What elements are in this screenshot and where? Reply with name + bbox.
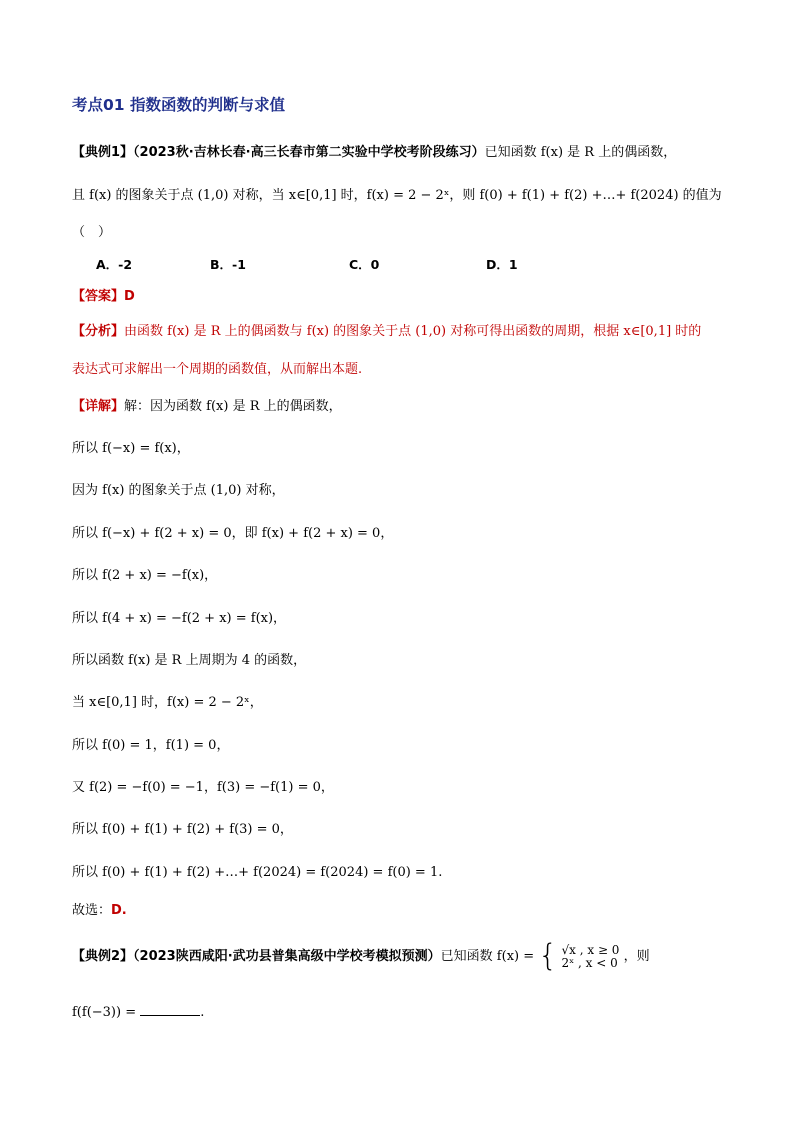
step-4: 所以 f(2 + x) = −f(x)， bbox=[72, 568, 218, 583]
option-d: D．1 bbox=[486, 257, 518, 272]
example2-line1 bbox=[72, 940, 650, 974]
option-a: A．-2 bbox=[96, 257, 133, 272]
analysis-line1 bbox=[72, 323, 701, 341]
example1-question-part2: 且 f(x) 的图象关于点 (1,0) 对称，当 x∈[0,1] 时，f(x) = 2 − 2ˣ，则 f(0) + f(1) + f(2) +…+ f(2024) 的值为 bbox=[72, 188, 722, 203]
example2-tag: 【典例2】 bbox=[72, 949, 134, 964]
example2-question-lead: 已知函数 f(x) = bbox=[440, 949, 535, 964]
example1-line1 bbox=[72, 144, 676, 162]
step-11: 所以 f(0) + f(1) + f(2) +…+ f(2024) = f(2024) = f(0) = 1. bbox=[72, 865, 443, 880]
piecewise-case2: 2ˣ , x < 0 bbox=[561, 955, 618, 970]
step-6: 所以函数 f(x) 是 R 上周期为 4 的函数， bbox=[72, 653, 307, 668]
example1-question-part1: 已知函数 f(x) 是 R 上的偶函数， bbox=[484, 145, 677, 160]
conclusion-label: 故选： bbox=[72, 903, 112, 918]
detail-line1 bbox=[72, 398, 342, 416]
step-2: 因为 f(x) 的图象关于点 (1,0) 对称， bbox=[72, 483, 285, 498]
example2-source: （2023陕西咸阳·武功县普集高级中学校考模拟预测） bbox=[133, 949, 441, 964]
example2-question-tail: ，则 bbox=[623, 949, 650, 964]
analysis-text1: 由函数 f(x) 是 R 上的偶函数与 f(x) 的图象关于点 (1,0) 对称可得出函数的周期，根据 x∈[0,1] 时的 bbox=[124, 324, 702, 339]
step-7: 当 x∈[0,1] 时，f(x) = 2 − 2ˣ， bbox=[72, 695, 263, 710]
step-5: 所以 f(4 + x) = −f(2 + x) = f(x)， bbox=[72, 611, 287, 626]
piecewise-brace: { bbox=[538, 938, 558, 974]
step-3: 所以 f(−x) + f(2 + x) = 0，即 f(x) + f(2 + x) = 0， bbox=[72, 526, 394, 541]
example1-options bbox=[72, 256, 552, 274]
step-10: 所以 f(0) + f(1) + f(2) + f(3) = 0， bbox=[72, 822, 293, 837]
step-8: 所以 f(0) = 1，f(1) = 0， bbox=[72, 738, 230, 753]
piecewise-cases bbox=[562, 944, 620, 970]
answer-tag: 【答案】 bbox=[72, 289, 125, 304]
answer-blank[interactable] bbox=[140, 1003, 200, 1016]
answer-line bbox=[72, 288, 135, 306]
section-heading: 考点01 指数函数的判断与求值 bbox=[72, 96, 285, 114]
step-9: 又 f(2) = −f(0) = −1，f(3) = −f(1) = 0， bbox=[72, 780, 334, 795]
example1-tag: 【典例1】 bbox=[72, 145, 134, 160]
example1-question-paren: （ ） bbox=[72, 225, 112, 240]
example2-period: . bbox=[200, 1005, 205, 1020]
analysis-tag: 【分析】 bbox=[72, 324, 125, 339]
example2-line2 bbox=[72, 1003, 204, 1022]
option-b: B．-1 bbox=[210, 257, 246, 272]
example2-expression: f(f(−3)) = bbox=[72, 1005, 137, 1020]
analysis-line2: 表达式可求解出一个周期的函数值，从而解出本题. bbox=[72, 362, 363, 377]
conclusion-value: D. bbox=[111, 903, 127, 918]
conclusion-line bbox=[72, 902, 127, 920]
answer-value: D bbox=[124, 289, 135, 304]
step-1: 所以 f(−x) = f(x)， bbox=[72, 441, 190, 456]
example1-source: （2023秋·吉林长春·高三长春市第二实验中学校考阶段练习） bbox=[133, 145, 485, 160]
detail-tag: 【详解】 bbox=[72, 399, 125, 414]
option-c: C．0 bbox=[349, 257, 380, 272]
detail-text1: 解：因为函数 f(x) 是 R 上的偶函数， bbox=[124, 399, 342, 414]
piecewise-case1: √x , x ≥ 0 bbox=[561, 942, 620, 957]
